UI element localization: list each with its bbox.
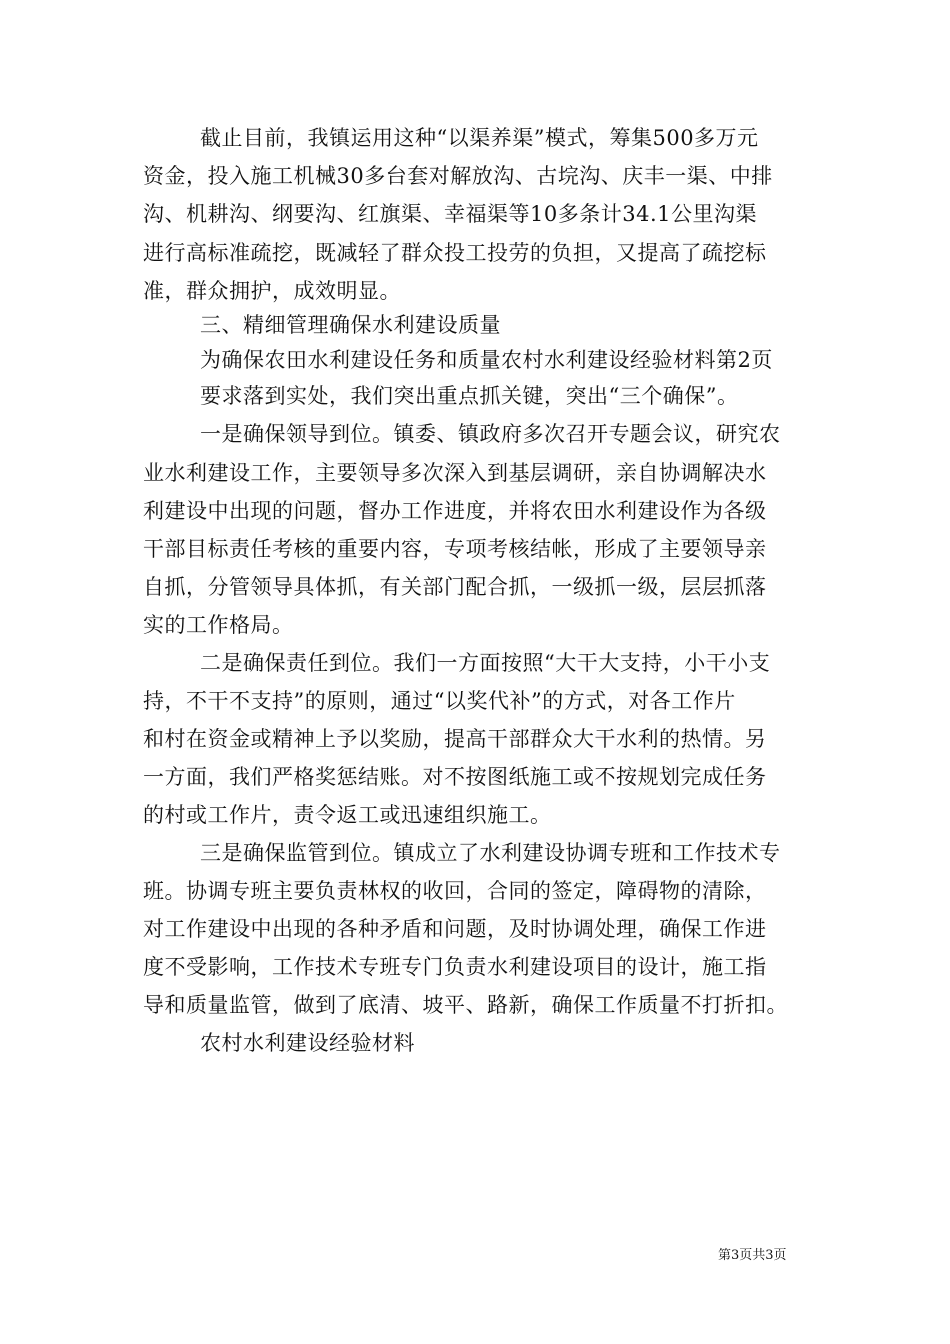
text-line: 截止目前，我镇运用这种“以渠养渠”模式，筹集500多万元 [200, 126, 759, 150]
text-line: 利建设中出现的问题，督办工作进度，并将农田水利建设作为各级 [143, 499, 767, 523]
text-line: 业水利建设工作，主要领导多次深入到基层调研，亲自协调解决水 [143, 461, 767, 485]
text-line: 班。协调专班主要负责林权的收回，合同的签定，障碍物的清除， [143, 879, 767, 903]
text-line: 的村或工作片，责令返工或迅速组织施工。 [143, 803, 552, 827]
text-line: 三是确保监管到位。镇成立了水利建设协调专班和工作技术专 [200, 841, 781, 865]
page-number: 第3页共3页 [718, 1248, 787, 1263]
text-line: 一方面，我们严格奖惩结账。对不按图纸施工或不按规划完成任务 [143, 765, 767, 789]
text-line: 农村水利建设经验材料 [200, 1031, 415, 1055]
text-line: 和村在资金或精神上予以奖励，提高干部群众大干水利的热情。另 [143, 727, 767, 751]
text-line: 对工作建设中出现的各种矛盾和问题，及时协调处理，确保工作进 [143, 917, 767, 941]
text-line: 自抓，分管领导具体抓，有关部门配合抓，一级抓一级，层层抓落 [143, 575, 767, 599]
text-line: 持，不干不支持”的原则，通过“以奖代补”的方式，对各工作片 [143, 689, 736, 713]
section-heading: 三、精细管理确保水利建设质量 [200, 313, 501, 337]
text-line: 为确保农田水利建设任务和质量农村水利建设经验材料第2页 [200, 348, 773, 372]
text-line: 进行高标准疏挖，既减轻了群众投工投劳的负担，又提高了疏挖标 [143, 241, 767, 265]
text-line: 度不受影响，工作技术专班专门负责水利建设项目的设计，施工指 [143, 955, 767, 979]
text-line: 导和质量监管，做到了底清、坡平、路新，确保工作质量不打折扣。 [143, 993, 788, 1017]
text-line: 二是确保责任到位。我们一方面按照“大干大支持，小干小支 [200, 651, 771, 675]
text-line: 要求落到实处，我们突出重点抓关键，突出“三个确保”。 [200, 384, 739, 408]
text-line: 沟、机耕沟、纲要沟、红旗渠、幸福渠等10多条计34.1公里沟渠 [143, 202, 757, 226]
text-line: 资金，投入施工机械30多台套对解放沟、古垸沟、庆丰一渠、中排 [143, 164, 773, 188]
text-line: 实的工作格局。 [143, 613, 294, 637]
text-line: 一是确保领导到位。镇委、镇政府多次召开专题会议，研究农 [200, 422, 781, 446]
text-line: 干部目标责任考核的重要内容，专项考核结帐，形成了主要领导亲 [143, 537, 767, 561]
text-line: 准，群众拥护，成效明显。 [143, 279, 401, 303]
